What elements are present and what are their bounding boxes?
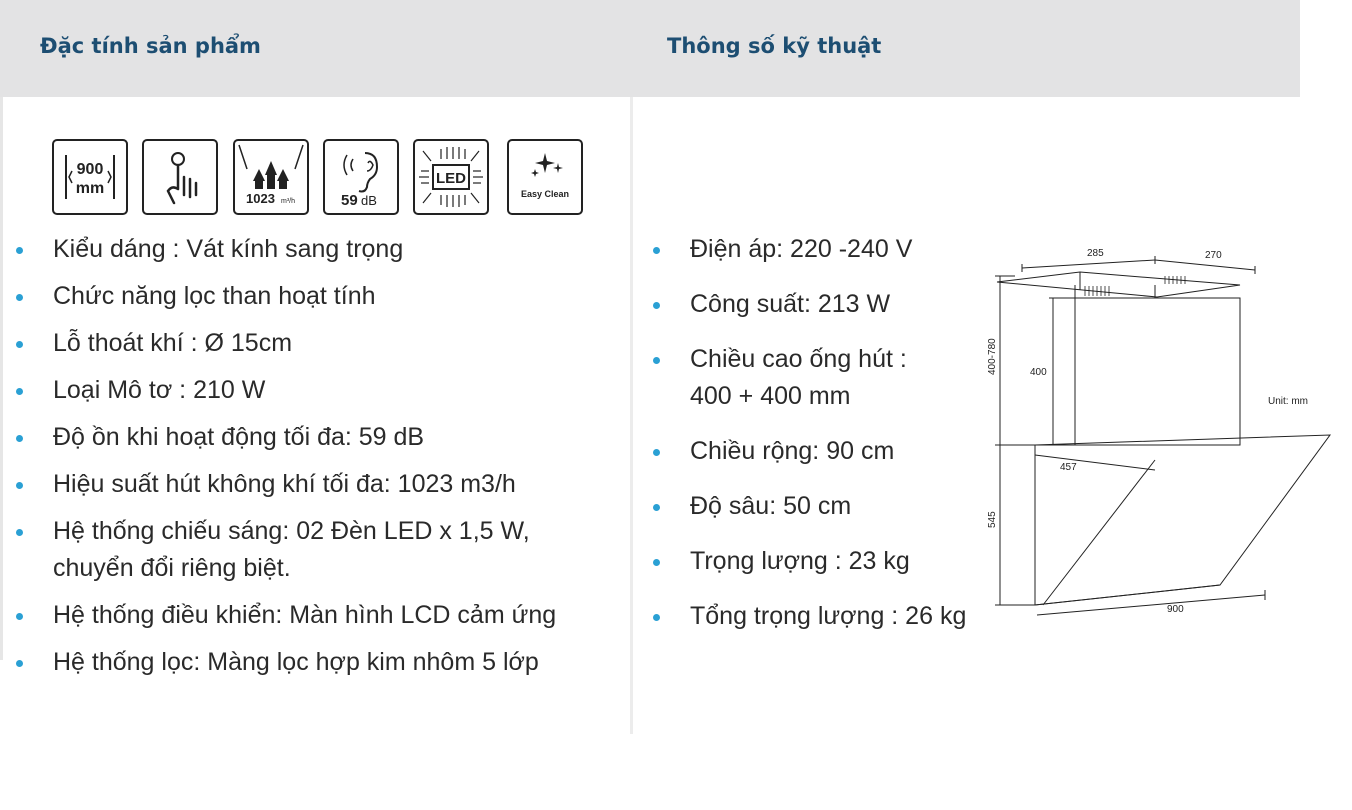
bullet-icon bbox=[653, 302, 660, 309]
bullet-icon bbox=[16, 660, 23, 667]
width-unit: mm bbox=[75, 180, 105, 197]
bullet-icon bbox=[16, 613, 23, 620]
list-item: Hiệu suất hút không khí tối đa: 1023 m3/h bbox=[16, 466, 616, 503]
list-item: Kiểu dáng : Vát kính sang trọng bbox=[16, 231, 616, 268]
list-item: Chiều rộng: 90 cm bbox=[653, 433, 1013, 470]
led-light-icon bbox=[413, 139, 489, 215]
list-item: Độ ồn khi hoạt động tối đa: 59 dB bbox=[16, 419, 616, 456]
airflow-value: 1023 bbox=[246, 191, 275, 206]
suction-power-icon bbox=[233, 139, 309, 215]
list-item: Chức năng lọc than hoạt tính bbox=[16, 278, 616, 315]
dim-depth: 457 bbox=[1060, 462, 1077, 473]
features-list bbox=[16, 231, 616, 691]
noise-unit: dB bbox=[361, 193, 377, 208]
list-item: Hệ thống điều khiển: Màn hình LCD cảm ứng bbox=[16, 597, 616, 634]
dim-top-left: 285 bbox=[1087, 248, 1104, 259]
dim-width: 900 bbox=[1167, 604, 1184, 615]
bullet-icon bbox=[16, 247, 23, 254]
bullet-icon bbox=[653, 559, 660, 566]
dimension-diagram bbox=[975, 240, 1335, 625]
specs-list bbox=[653, 231, 1013, 653]
bullet-icon bbox=[653, 357, 660, 364]
bullet-icon bbox=[16, 388, 23, 395]
dim-body-height: 545 bbox=[987, 511, 998, 528]
bullet-icon bbox=[16, 341, 23, 348]
list-item: Điện áp: 220 -240 V bbox=[653, 231, 1013, 268]
features-heading: Đặc tính sản phẩm bbox=[40, 34, 261, 58]
touch-control-icon bbox=[142, 139, 218, 215]
list-item: Độ sâu: 50 cm bbox=[653, 488, 1013, 525]
unit-label: Unit: mm bbox=[1268, 396, 1308, 407]
list-item: Tổng trọng lượng : 26 kg bbox=[653, 598, 1013, 635]
bullet-icon bbox=[16, 294, 23, 301]
bullet-icon bbox=[653, 614, 660, 621]
list-item: Lỗ thoát khí : Ø 15cm bbox=[16, 325, 616, 362]
bullet-icon bbox=[16, 435, 23, 442]
list-item: Hệ thống lọc: Màng lọc hợp kim nhôm 5 lớp bbox=[16, 644, 616, 681]
noise-value: 59 bbox=[341, 192, 358, 209]
left-border bbox=[0, 97, 3, 660]
easy-clean-label: Easy Clean bbox=[520, 189, 570, 199]
list-item: Trọng lượng : 23 kg bbox=[653, 543, 1013, 580]
column-divider bbox=[630, 97, 633, 734]
list-item: Công suất: 213 W bbox=[653, 286, 1013, 323]
specs-heading: Thông số kỹ thuật bbox=[667, 34, 882, 58]
led-label: LED bbox=[436, 170, 466, 187]
list-item: Hệ thống chiếu sáng: 02 Đèn LED x 1,5 W, chuyển đổi riêng biệt. bbox=[16, 513, 576, 587]
bullet-icon bbox=[16, 482, 23, 489]
bullet-icon bbox=[16, 529, 23, 536]
width-900mm-icon bbox=[52, 139, 128, 215]
bullet-icon bbox=[653, 504, 660, 511]
noise-level-icon bbox=[323, 139, 399, 215]
list-item: Chiều cao ống hút : 400 + 400 mm bbox=[653, 341, 953, 415]
dim-top-right: 270 bbox=[1205, 250, 1222, 261]
bullet-icon bbox=[653, 449, 660, 456]
list-item: Loại Mô tơ : 210 W bbox=[16, 372, 616, 409]
airflow-unit: m³/h bbox=[281, 198, 295, 205]
section-header bbox=[0, 0, 1300, 97]
easy-clean-icon bbox=[507, 139, 583, 215]
dim-height-range: 400-780 bbox=[987, 338, 998, 375]
width-value: 900 bbox=[76, 161, 104, 178]
dim-chimney: 400 bbox=[1030, 367, 1047, 378]
bullet-icon bbox=[653, 247, 660, 254]
